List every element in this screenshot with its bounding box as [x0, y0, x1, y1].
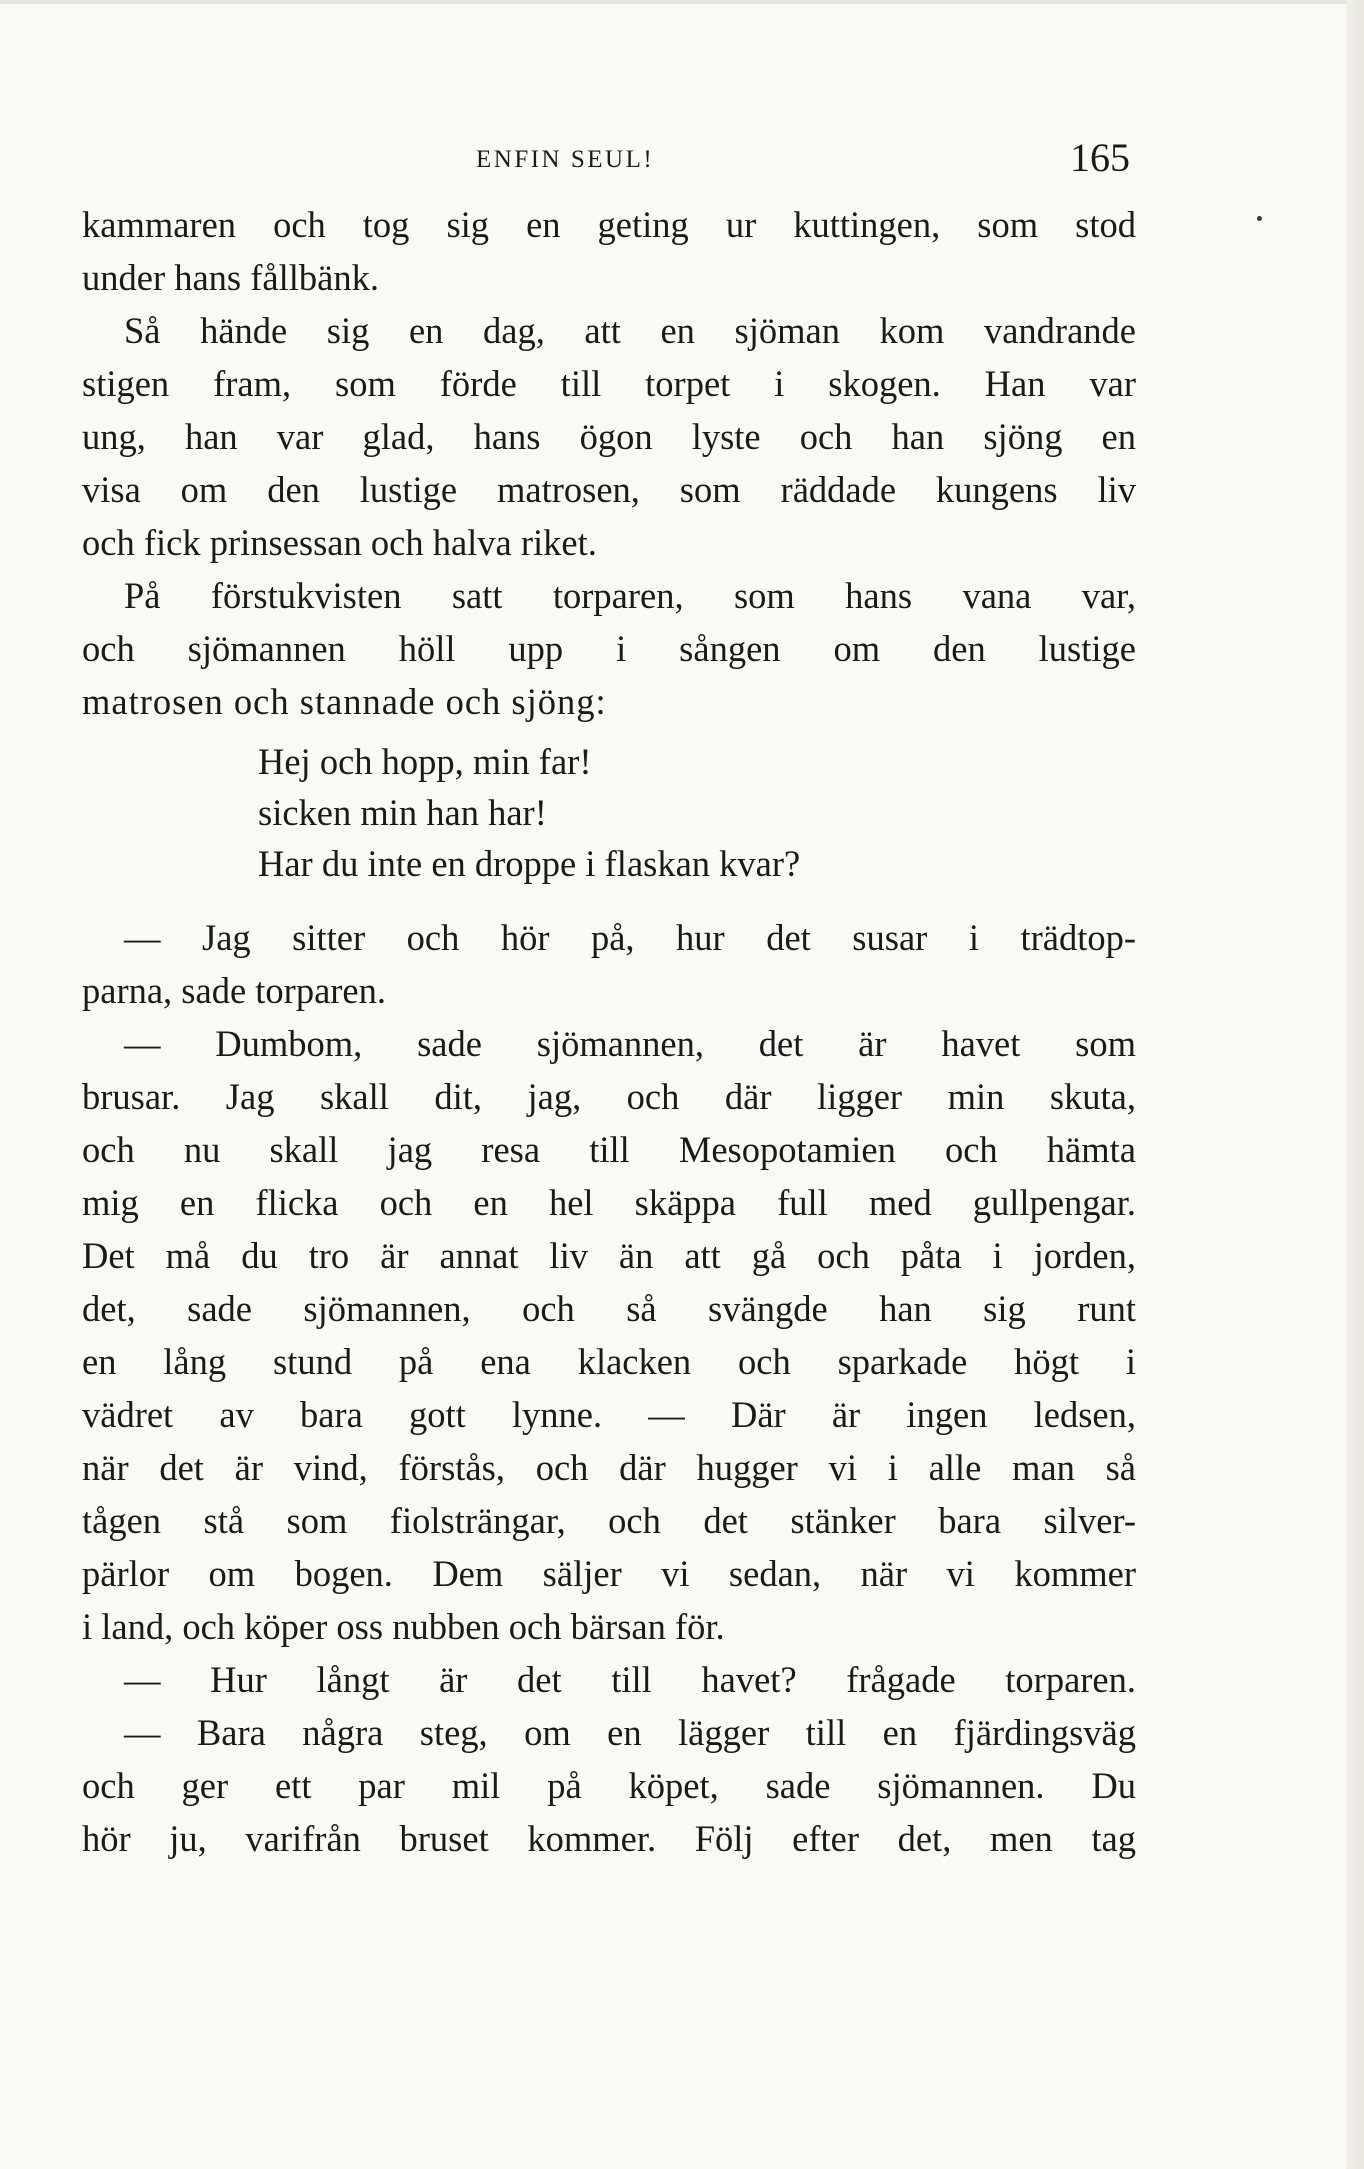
verse-line: Hej och hopp, min far!	[258, 741, 592, 782]
text-line: och nu skall jag resa till Mesopotamien och hämta	[82, 1129, 1136, 1170]
text-line: under hans fållbänk.	[82, 257, 379, 298]
text-line: stigen fram, som förde till torpet i skogen. Han var	[82, 363, 1136, 404]
text-line: — Hur långt är det till havet? frågade torparen.	[124, 1659, 1136, 1700]
text-line: i land, och köper oss nubben och bärsan för.	[82, 1606, 725, 1647]
running-title: ENFIN SEUL!	[476, 146, 655, 173]
ink-speck	[1257, 216, 1262, 221]
text-line: kammaren och tog sig en geting ur kuttingen, som stod	[82, 204, 1136, 245]
text-line: Det må du tro är annat liv än att gå och påta i jorden,	[82, 1235, 1136, 1276]
text-line: och sjömannen höll upp i sången om den lustige	[82, 628, 1136, 669]
text-line: en lång stund på ena klacken och sparkade högt i	[82, 1341, 1136, 1382]
text-line: hör ju, varifrån bruset kommer. Följ efter det, men tag	[82, 1818, 1136, 1859]
paragraph	[82, 1653, 1136, 1706]
paragraph	[82, 911, 1136, 1017]
text-line: parna, sade torparen.	[82, 970, 387, 1011]
paragraph	[82, 1706, 1136, 1865]
text-line: och ger ett par mil på köpet, sade sjömannen. Du	[82, 1765, 1136, 1806]
text-line: mig en flicka och en hel skäppa full med gullpengar.	[82, 1182, 1136, 1223]
text-line: när det är vind, förstås, och där hugger vi i alle man så	[82, 1447, 1136, 1488]
verse-line: Har du inte en droppe i flaskan kvar?	[258, 843, 801, 884]
text-line: pärlor om bogen. Dem säljer vi sedan, när vi kommer	[82, 1553, 1136, 1594]
text-line: På förstukvisten satt torparen, som hans vana var,	[124, 575, 1136, 616]
text-line: ung, han var glad, hans ögon lyste och han sjöng en	[82, 416, 1136, 457]
page-number: 165	[1070, 135, 1130, 180]
verse	[258, 736, 1136, 889]
paragraph	[82, 198, 1136, 304]
verse-line: sicken min han har!	[258, 792, 547, 833]
text-line: — Jag sitter och hör på, hur det susar i trädtop-	[124, 917, 1136, 958]
text-line: och fick prinsessan och halva riket.	[82, 522, 597, 563]
running-head	[0, 134, 1364, 184]
text-line: brusar. Jag skall dit, jag, och där ligger min skuta,	[82, 1076, 1136, 1117]
paragraph	[82, 569, 1136, 728]
text-line: — Dumbom, sade sjömannen, det är havet som	[124, 1023, 1136, 1064]
text-line: tågen stå som fiolsträngar, och det stänker bara silver-	[82, 1500, 1136, 1541]
body-text	[82, 198, 1136, 1865]
text-line: det, sade sjömannen, och så svängde han sig runt	[82, 1288, 1136, 1329]
paragraph	[82, 1017, 1136, 1653]
paragraph	[82, 304, 1136, 569]
text-line: visa om den lustige matrosen, som räddade kungens liv	[82, 469, 1136, 510]
scan-edge-right	[1346, 0, 1364, 2169]
text-line: Så hände sig en dag, att en sjöman kom vandrande	[124, 310, 1136, 351]
text-line: matrosen och stannade och sjöng:	[82, 681, 607, 722]
text-line: vädret av bara gott lynne. — Där är ingen ledsen,	[82, 1394, 1136, 1435]
text-line: — Bara några steg, om en lägger till en fjärdingsväg	[124, 1712, 1136, 1753]
scan-edge-top	[0, 0, 1364, 4]
